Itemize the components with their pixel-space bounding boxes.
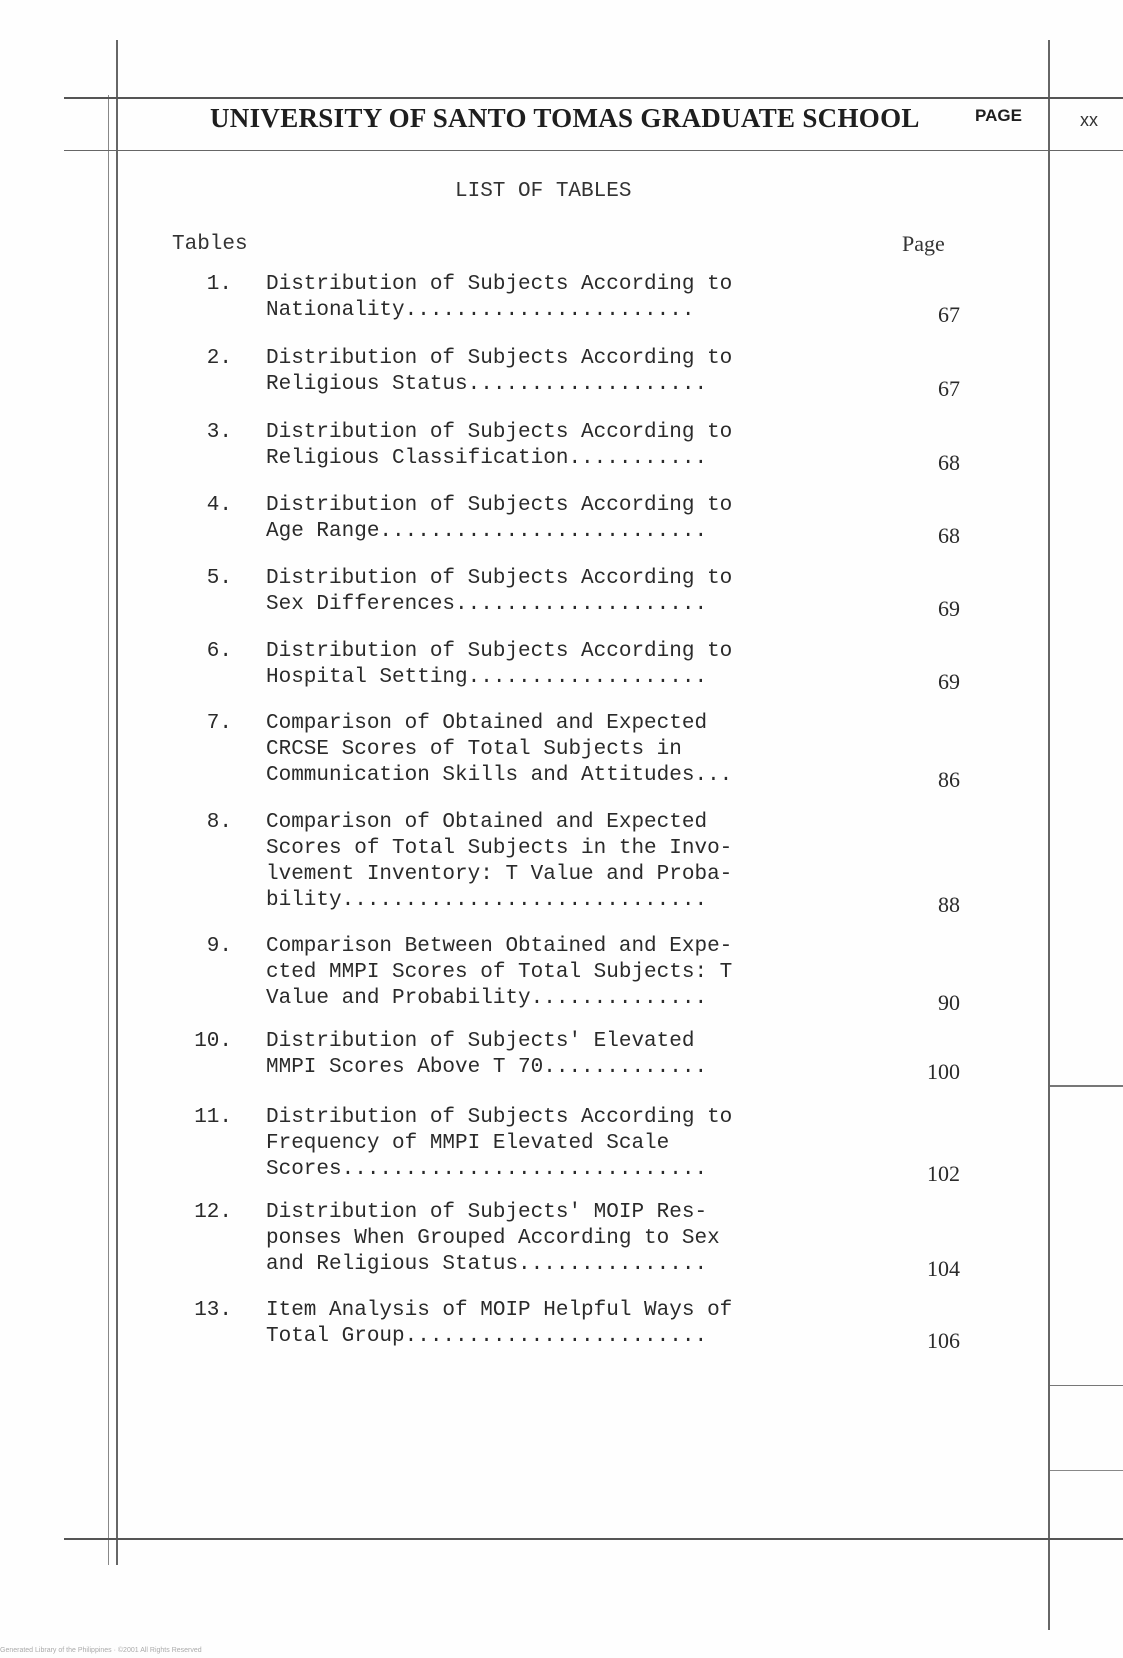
table-page-number: 69: [938, 596, 960, 621]
table-title-line: Distribution of Subjects According to: [266, 494, 733, 517]
table-page-number: 68: [938, 450, 960, 475]
table-page-number: 67: [938, 302, 960, 327]
table-title: [266, 1298, 732, 1350]
table-title-line: Distribution of Subjects' MOIP Res-: [266, 1201, 708, 1224]
frame-line: [1050, 1085, 1123, 1087]
table-title-line: Age Range..........................: [266, 520, 708, 543]
page-header-page-label: PAGE: [975, 106, 1022, 125]
table-number: 3.: [206, 421, 232, 444]
table-page-number: 67: [938, 376, 960, 401]
table-number: 12.: [194, 1201, 232, 1224]
table-title: [266, 1029, 707, 1081]
table-title-line: Scores.............................: [266, 1158, 708, 1181]
table-title-line: Distribution of Subjects According to: [266, 421, 733, 444]
table-title-line: Hospital Setting...................: [266, 666, 708, 689]
table-title-line: lvement Inventory: T Value and Proba-: [266, 863, 733, 886]
table-title-line: Value and Probability..............: [266, 987, 708, 1010]
frame-line: [64, 150, 1123, 151]
table-title: [266, 420, 732, 472]
table-title: [266, 1105, 732, 1183]
table-number: 6.: [206, 640, 232, 663]
table-page-number: 102: [927, 1161, 960, 1186]
table-title-line: Distribution of Subjects According to: [266, 273, 733, 296]
table-number: 2.: [206, 347, 232, 370]
frame-line: [1050, 1385, 1123, 1386]
table-page-number: 100: [927, 1059, 960, 1084]
table-number: 1.: [206, 273, 232, 296]
table-page-number: 86: [938, 767, 960, 792]
table-page-number: 90: [938, 990, 960, 1015]
table-title-line: Item Analysis of MOIP Helpful Ways of: [266, 1299, 733, 1322]
table-title-line: Communication Skills and Attitudes...: [266, 764, 733, 787]
frame-line: [1048, 40, 1050, 1630]
frame-line: [64, 1538, 1123, 1540]
column-header-tables: Tables: [172, 233, 248, 256]
table-title-line: Religious Classification...........: [266, 447, 708, 470]
table-page-number: 104: [927, 1256, 960, 1281]
table-title-line: Sex Differences....................: [266, 593, 708, 616]
frame-line: [1050, 1470, 1123, 1471]
table-title: [266, 346, 732, 398]
table-number: 10.: [194, 1030, 232, 1053]
table-title: [266, 934, 732, 1012]
frame-line: [64, 97, 1123, 99]
table-page-number: 69: [938, 669, 960, 694]
table-title-line: CRCSE Scores of Total Subjects in: [266, 738, 682, 761]
table-title-line: MMPI Scores Above T 70.............: [266, 1056, 708, 1079]
table-number: 7.: [206, 712, 232, 735]
table-title-line: Distribution of Subjects' Elevated: [266, 1030, 695, 1053]
table-title-line: cted MMPI Scores of Total Subjects: T: [266, 961, 733, 984]
table-page-number: 106: [927, 1328, 960, 1353]
frame-line: [116, 40, 118, 1565]
page-header-title: UNIVERSITY OF SANTO TOMAS GRADUATE SCHOOL: [210, 103, 920, 133]
table-number: 5.: [206, 567, 232, 590]
table-title: [266, 566, 732, 618]
table-title-line: bility.............................: [266, 889, 708, 912]
table-title-line: Distribution of Subjects According to: [266, 347, 733, 370]
table-title-line: Distribution of Subjects According to: [266, 567, 733, 590]
table-title-line: Comparison of Obtained and Expected: [266, 712, 708, 735]
table-title-line: Distribution of Subjects According to: [266, 640, 733, 663]
table-page-number: 88: [938, 892, 960, 917]
table-title-line: Comparison of Obtained and Expected: [266, 811, 708, 834]
page-number: xx: [1080, 110, 1098, 130]
frame-line: [108, 95, 109, 1565]
table-number: 9.: [206, 935, 232, 958]
table-title-line: ponses When Grouped According to Sex: [266, 1227, 720, 1250]
table-title: [266, 493, 732, 545]
table-title-line: Nationality.......................: [266, 299, 695, 322]
column-header-page: Page: [902, 231, 945, 256]
table-title-line: Distribution of Subjects According to: [266, 1106, 733, 1129]
footer-note: Generated Library of the Philippines · ©2001 All Rights Reserved: [0, 1647, 202, 1654]
table-title: [266, 272, 732, 324]
table-page-number: 68: [938, 523, 960, 548]
table-title: [266, 639, 732, 691]
table-number: 11.: [194, 1106, 232, 1129]
table-title-line: Scores of Total Subjects in the Invo-: [266, 837, 733, 860]
table-title-line: Total Group........................: [266, 1325, 708, 1348]
table-title-line: Frequency of MMPI Elevated Scale: [266, 1132, 670, 1155]
table-title: [266, 1200, 720, 1278]
table-number: 4.: [206, 494, 232, 517]
table-title: [266, 810, 732, 914]
table-title: [266, 711, 732, 789]
table-number: 13.: [194, 1299, 232, 1322]
table-title-line: Comparison Between Obtained and Expe-: [266, 935, 733, 958]
table-title-line: and Religious Status...............: [266, 1253, 708, 1276]
list-title: LIST OF TABLES: [455, 180, 632, 203]
table-number: 8.: [206, 811, 232, 834]
table-title-line: Religious Status...................: [266, 373, 708, 396]
